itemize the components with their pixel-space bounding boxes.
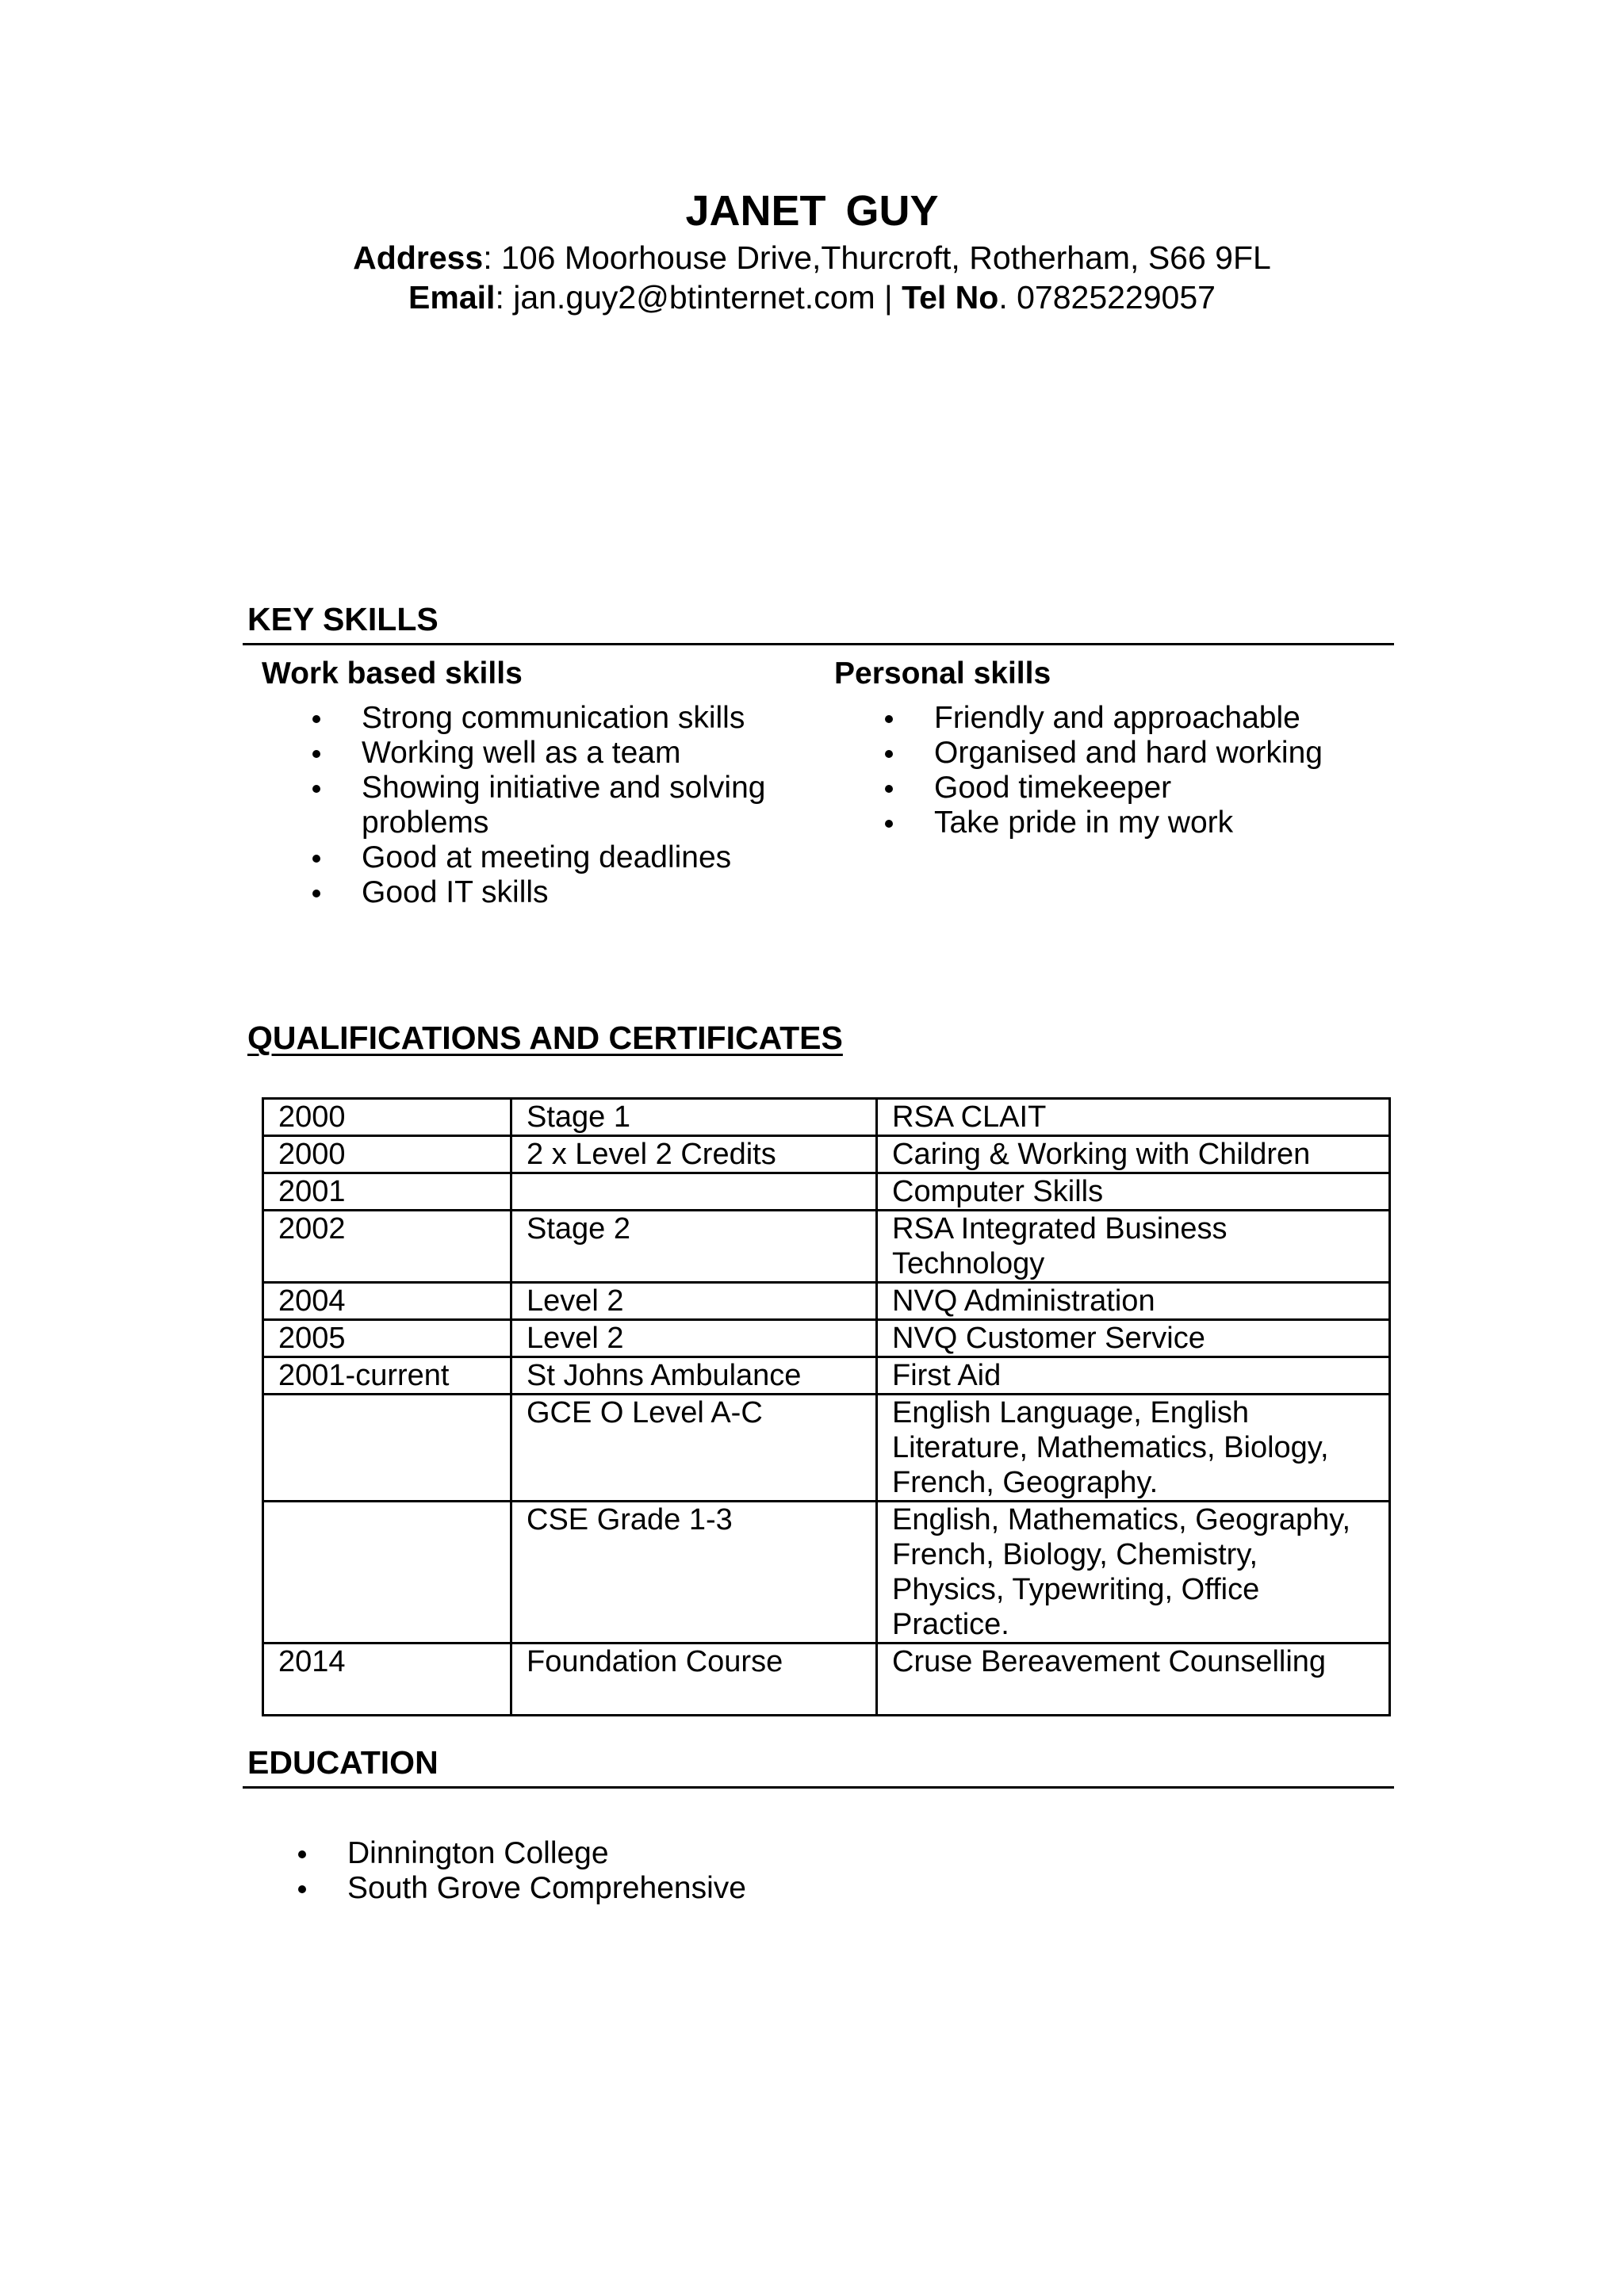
- table-cell-year: 2002: [263, 1211, 511, 1283]
- table-cell-level: CSE Grade 1-3: [511, 1502, 877, 1644]
- list-item: Working well as a team: [262, 736, 785, 771]
- address-line: [0, 238, 1624, 277]
- personal-skills-heading: Personal skills: [834, 656, 1051, 691]
- table-row: [263, 1644, 1390, 1716]
- table-cell-level: Level 2: [511, 1283, 877, 1320]
- table-cell-year: 2000: [263, 1136, 511, 1173]
- table-cell-level: Foundation Course: [511, 1644, 877, 1716]
- table-cell-subject: Computer Skills: [877, 1173, 1390, 1211]
- table-cell-subject: RSA Integrated Business Technology: [877, 1211, 1390, 1283]
- list-item: Take pride in my work: [834, 806, 1389, 840]
- list-item: Organised and hard working: [834, 736, 1389, 771]
- cv-header: [0, 184, 1624, 317]
- tel-label: Tel No: [902, 279, 999, 316]
- education-rule: [243, 1786, 1394, 1789]
- work-based-skills: [262, 655, 785, 910]
- table-cell-year: [263, 1395, 511, 1502]
- table-cell-level: 2 x Level 2 Credits: [511, 1136, 877, 1173]
- table-cell-level: GCE O Level A-C: [511, 1395, 877, 1502]
- list-item: South Grove Comprehensive: [247, 1871, 1199, 1906]
- table-cell-level: Level 2: [511, 1320, 877, 1357]
- table-cell-year: 2000: [263, 1099, 511, 1136]
- table-cell-level: St Johns Ambulance: [511, 1357, 877, 1395]
- list-item: Dinnington College: [247, 1836, 1199, 1871]
- candidate-name: JANET GUY: [685, 187, 939, 235]
- table-row: [263, 1136, 1390, 1173]
- education-list: [247, 1836, 1199, 1906]
- table-cell-subject: English Language, English Literature, Mathematics, Biology, French, Geography.: [877, 1395, 1390, 1502]
- list-item: Friendly and approachable: [834, 701, 1389, 736]
- table-cell-year: 2004: [263, 1283, 511, 1320]
- address-value: : 106 Moorhouse Drive,Thurcroft, Rotherham, S66 9FL: [483, 239, 1271, 276]
- table-cell-subject: NVQ Customer Service: [877, 1320, 1390, 1357]
- email-value: : jan.guy2@btinternet.com |: [495, 279, 902, 316]
- work-based-skills-list: [262, 701, 785, 910]
- table-row: [263, 1502, 1390, 1644]
- education-heading: EDUCATION: [247, 1744, 439, 1781]
- key-skills-rule: [243, 643, 1394, 645]
- table-row: [263, 1395, 1390, 1502]
- table-row: [263, 1099, 1390, 1136]
- table-cell-year: 2014: [263, 1644, 511, 1716]
- table-row: [263, 1173, 1390, 1211]
- table-cell-subject: Caring & Working with Children: [877, 1136, 1390, 1173]
- table-cell-subject: Cruse Bereavement Counselling: [877, 1644, 1390, 1716]
- table-cell-year: [263, 1502, 511, 1644]
- qualifications-heading: QUALIFICATIONS AND CERTIFICATES: [247, 1020, 843, 1056]
- personal-skills-list: [834, 701, 1389, 840]
- table-cell-level: Stage 2: [511, 1211, 877, 1283]
- table-cell-level: [511, 1173, 877, 1211]
- list-item: Good at meeting deadlines: [262, 840, 785, 875]
- table-row: [263, 1211, 1390, 1283]
- table-row: [263, 1283, 1390, 1320]
- qualifications-table: [262, 1097, 1391, 1716]
- table-cell-year: 2001-current: [263, 1357, 511, 1395]
- address-label: Address: [353, 239, 484, 276]
- table-cell-subject: First Aid: [877, 1357, 1390, 1395]
- personal-skills: [834, 655, 1389, 840]
- email-label: Email: [408, 279, 496, 316]
- list-item: Good IT skills: [262, 875, 785, 910]
- table-cell-year: 2001: [263, 1173, 511, 1211]
- key-skills-heading: KEY SKILLS: [247, 601, 439, 637]
- table-cell-subject: NVQ Administration: [877, 1283, 1390, 1320]
- table-row: [263, 1320, 1390, 1357]
- list-item: Good timekeeper: [834, 771, 1389, 806]
- list-item: Strong communication skills: [262, 701, 785, 736]
- table-cell-year: 2005: [263, 1320, 511, 1357]
- contact-line: [0, 277, 1624, 317]
- work-based-skills-heading: Work based skills: [262, 656, 523, 691]
- tel-value: . 07825229057: [998, 279, 1216, 316]
- table-cell-subject: RSA CLAIT: [877, 1099, 1390, 1136]
- table-cell-level: Stage 1: [511, 1099, 877, 1136]
- table-row: [263, 1357, 1390, 1395]
- table-cell-subject: English, Mathematics, Geography, French, Biology, Chemistry, Physics, Typewriting, Office Practice.: [877, 1502, 1390, 1644]
- list-item: Showing initiative and solving problems: [262, 771, 785, 840]
